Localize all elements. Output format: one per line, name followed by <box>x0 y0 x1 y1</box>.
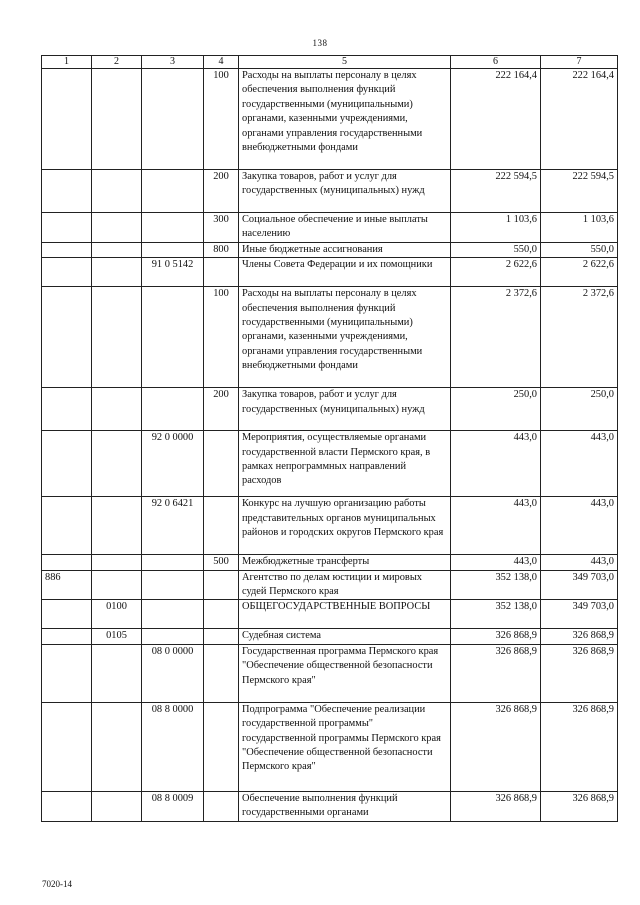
description-cell: ОБЩЕГОСУДАРСТВЕННЫЕ ВОПРОСЫ <box>239 600 451 629</box>
amount-year2-cell: 550,0 <box>541 242 618 257</box>
expense-type-cell <box>204 431 239 497</box>
table-row <box>42 644 618 702</box>
amount-year2-cell: 326 868,9 <box>541 644 618 702</box>
section-cell <box>92 287 142 388</box>
expense-type-cell: 100 <box>204 287 239 388</box>
expense-type-cell <box>204 629 239 644</box>
amount-year1-cell: 443,0 <box>451 555 541 570</box>
table-row <box>42 388 618 431</box>
expense-type-cell <box>204 570 239 600</box>
expense-type-cell <box>204 600 239 629</box>
description-cell: Подпрограмма "Обеспечение реализации государственной программы" государственной программы Пермского края "Обеспечение общественной безопасности Пермского края" <box>239 702 451 791</box>
description-cell: Иные бюджетные ассигнования <box>239 242 451 257</box>
col1-cell <box>42 69 92 170</box>
target-article-cell <box>142 600 204 629</box>
amount-year2-cell: 326 868,9 <box>541 791 618 821</box>
expense-type-cell <box>204 702 239 791</box>
target-article-cell: 92 0 6421 <box>142 497 204 555</box>
table-row <box>42 555 618 570</box>
col1-cell <box>42 555 92 570</box>
section-cell <box>92 213 142 243</box>
expense-type-cell <box>204 497 239 555</box>
target-article-cell <box>142 555 204 570</box>
col1-cell: 886 <box>42 570 92 600</box>
col1-cell <box>42 702 92 791</box>
section-cell <box>92 170 142 213</box>
col1-cell <box>42 600 92 629</box>
amount-year2-cell: 349 703,0 <box>541 570 618 600</box>
table-row <box>42 791 618 821</box>
amount-year1-cell: 443,0 <box>451 497 541 555</box>
target-article-cell <box>142 69 204 170</box>
amount-year2-cell: 326 868,9 <box>541 702 618 791</box>
description-cell: Агентство по делам юстиции и мировых судей Пермского края <box>239 570 451 600</box>
section-cell <box>92 242 142 257</box>
section-cell <box>92 258 142 287</box>
section-cell <box>92 555 142 570</box>
table-row <box>42 600 618 629</box>
section-cell <box>92 388 142 431</box>
expense-type-cell: 800 <box>204 242 239 257</box>
section-cell <box>92 431 142 497</box>
col1-cell <box>42 258 92 287</box>
footer-code: 7020-14 <box>42 879 72 889</box>
col1-cell <box>42 213 92 243</box>
amount-year2-cell: 222 164,4 <box>541 69 618 170</box>
target-article-cell <box>142 570 204 600</box>
description-cell: Расходы на выплаты персоналу в целях обеспечения выполнения функций государственными (муниципальными) органами, казенными учреждениями, органами управления государственными внебюджетными фондами <box>239 287 451 388</box>
target-article-cell <box>142 170 204 213</box>
description-cell: Конкурс на лучшую организацию работы представительных органов муниципальных районов и городских округов Пермского края <box>239 497 451 555</box>
amount-year1-cell: 443,0 <box>451 431 541 497</box>
expense-type-cell: 200 <box>204 170 239 213</box>
expense-type-cell: 300 <box>204 213 239 243</box>
target-article-cell <box>142 629 204 644</box>
amount-year1-cell: 326 868,9 <box>451 791 541 821</box>
expense-type-cell: 200 <box>204 388 239 431</box>
description-cell: Обеспечение выполнения функций государственными органами <box>239 791 451 821</box>
description-cell: Судебная система <box>239 629 451 644</box>
amount-year1-cell: 326 868,9 <box>451 644 541 702</box>
expense-type-cell: 100 <box>204 69 239 170</box>
description-cell: Расходы на выплаты персоналу в целях обеспечения выполнения функций государственными (муниципальными) органами, казенными учреждениями, органами управления государственными внебюджетными фондами <box>239 69 451 170</box>
table-row <box>42 497 618 555</box>
header-row <box>42 56 618 69</box>
target-article-cell <box>142 287 204 388</box>
description-cell: Государственная программа Пермского края "Обеспечение общественной безопасности Пермского края" <box>239 644 451 702</box>
table-row <box>42 431 618 497</box>
col1-cell <box>42 791 92 821</box>
col-header-5: 5 <box>239 56 451 69</box>
expense-type-cell: 500 <box>204 555 239 570</box>
col1-cell <box>42 242 92 257</box>
section-cell <box>92 702 142 791</box>
expense-type-cell <box>204 791 239 821</box>
col-header-4: 4 <box>204 56 239 69</box>
amount-year1-cell: 222 164,4 <box>451 69 541 170</box>
amount-year2-cell: 222 594,5 <box>541 170 618 213</box>
section-cell <box>92 69 142 170</box>
amount-year2-cell: 2 372,6 <box>541 287 618 388</box>
section-cell <box>92 497 142 555</box>
amount-year1-cell: 326 868,9 <box>451 702 541 791</box>
table-row <box>42 170 618 213</box>
amount-year1-cell: 250,0 <box>451 388 541 431</box>
section-cell <box>92 570 142 600</box>
section-cell <box>92 644 142 702</box>
col1-cell <box>42 431 92 497</box>
col-header-7: 7 <box>541 56 618 69</box>
description-cell: Закупка товаров, работ и услуг для государственных (муниципальных) нужд <box>239 388 451 431</box>
target-article-cell: 08 8 0000 <box>142 702 204 791</box>
description-cell: Закупка товаров, работ и услуг для государственных (муниципальных) нужд <box>239 170 451 213</box>
amount-year1-cell: 352 138,0 <box>451 600 541 629</box>
table-row <box>42 242 618 257</box>
section-cell <box>92 791 142 821</box>
target-article-cell <box>142 213 204 243</box>
target-article-cell: 08 0 0000 <box>142 644 204 702</box>
col-header-6: 6 <box>451 56 541 69</box>
amount-year1-cell: 550,0 <box>451 242 541 257</box>
amount-year1-cell: 222 594,5 <box>451 170 541 213</box>
description-cell: Члены Совета Федерации и их помощники <box>239 258 451 287</box>
amount-year2-cell: 2 622,6 <box>541 258 618 287</box>
table-row <box>42 258 618 287</box>
target-article-cell: 91 0 5142 <box>142 258 204 287</box>
col1-cell <box>42 388 92 431</box>
table-row <box>42 213 618 243</box>
amount-year2-cell: 1 103,6 <box>541 213 618 243</box>
target-article-cell: 92 0 0000 <box>142 431 204 497</box>
target-article-cell <box>142 388 204 431</box>
amount-year1-cell: 352 138,0 <box>451 570 541 600</box>
table-row <box>42 69 618 170</box>
col1-cell <box>42 287 92 388</box>
table-row <box>42 570 618 600</box>
amount-year2-cell: 250,0 <box>541 388 618 431</box>
table-row <box>42 287 618 388</box>
col1-cell <box>42 170 92 213</box>
amount-year1-cell: 2 372,6 <box>451 287 541 388</box>
target-article-cell: 08 8 0009 <box>142 791 204 821</box>
page-number: 138 <box>312 38 328 48</box>
amount-year2-cell: 349 703,0 <box>541 600 618 629</box>
description-cell: Социальное обеспечение и иные выплаты населению <box>239 213 451 243</box>
col-header-1: 1 <box>42 56 92 69</box>
col1-cell <box>42 644 92 702</box>
section-cell: 0100 <box>92 600 142 629</box>
description-cell: Межбюджетные трансферты <box>239 555 451 570</box>
col1-cell <box>42 497 92 555</box>
col-header-2: 2 <box>92 56 142 69</box>
expense-type-cell <box>204 258 239 287</box>
amount-year2-cell: 443,0 <box>541 497 618 555</box>
section-cell: 0105 <box>92 629 142 644</box>
amount-year1-cell: 1 103,6 <box>451 213 541 243</box>
expense-type-cell <box>204 644 239 702</box>
description-cell: Мероприятия, осуществляемые органами государственной власти Пермского края, в рамках непрограммных направлений расходов <box>239 431 451 497</box>
col-header-3: 3 <box>142 56 204 69</box>
budget-table <box>41 55 618 822</box>
amount-year2-cell: 326 868,9 <box>541 629 618 644</box>
target-article-cell <box>142 242 204 257</box>
col1-cell <box>42 629 92 644</box>
table-row <box>42 702 618 791</box>
table-row <box>42 629 618 644</box>
amount-year2-cell: 443,0 <box>541 431 618 497</box>
amount-year1-cell: 2 622,6 <box>451 258 541 287</box>
amount-year1-cell: 326 868,9 <box>451 629 541 644</box>
amount-year2-cell: 443,0 <box>541 555 618 570</box>
